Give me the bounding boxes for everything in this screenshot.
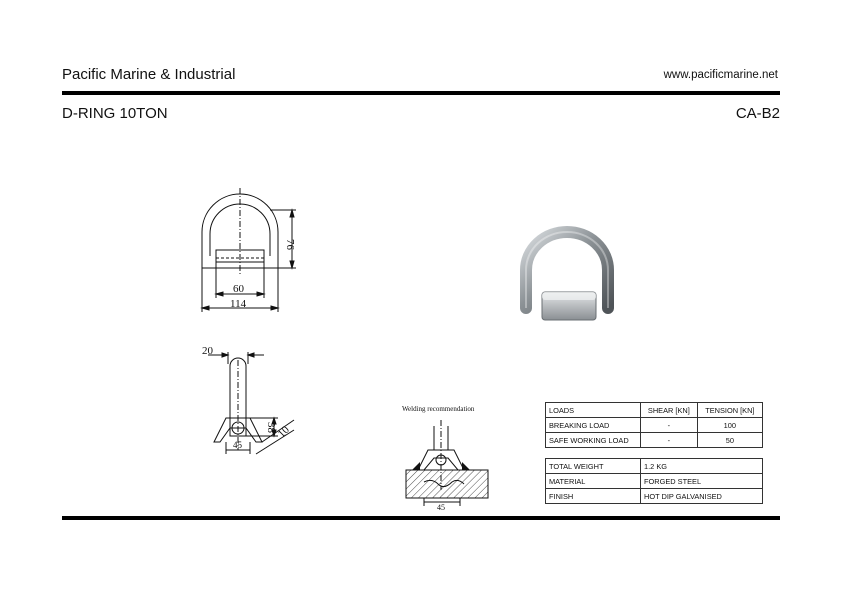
d-ring-product-image	[512, 226, 622, 330]
prop-value: FORGED STEEL	[641, 474, 763, 489]
loads-header-loads: LOADS	[546, 403, 641, 418]
company-name: Pacific Marine & Industrial	[62, 66, 236, 83]
prop-label: FINISH	[546, 489, 641, 504]
front-view-drawing	[190, 186, 300, 314]
dim-thickness-20: 20	[202, 345, 213, 357]
welding-label: Welding recommendation	[402, 405, 475, 413]
dim-chamfer-10: 10	[275, 423, 292, 441]
loads-cell: -	[641, 418, 698, 433]
table-row	[546, 489, 763, 504]
dim-height-38: 38	[265, 422, 277, 433]
bottom-divider	[62, 516, 780, 520]
loads-header-tension: TENSION [KN]	[697, 403, 762, 418]
table-row	[546, 459, 763, 474]
table-row	[546, 433, 763, 448]
dim-outer-width-114: 114	[230, 298, 247, 310]
table-row	[546, 418, 763, 433]
top-divider	[62, 91, 780, 95]
properties-table	[545, 458, 763, 504]
dim-height-76: 76	[284, 239, 296, 250]
loads-cell: 50	[697, 433, 762, 448]
table-row	[546, 403, 763, 418]
welding-dim-45: 45	[437, 503, 445, 512]
loads-header-shear: SHEAR [KN]	[641, 403, 698, 418]
website-url: www.pacificmarine.net	[663, 69, 778, 81]
dim-base-45: 45	[233, 440, 242, 450]
table-row	[546, 474, 763, 489]
prop-value: 1.2 KG	[641, 459, 763, 474]
product-title: D-RING 10TON	[62, 105, 168, 122]
loads-cell: 100	[697, 418, 762, 433]
prop-label: TOTAL WEIGHT	[546, 459, 641, 474]
prop-label: MATERIAL	[546, 474, 641, 489]
product-code: CA-B2	[735, 105, 780, 122]
loads-cell: SAFE WORKING LOAD	[546, 433, 641, 448]
side-view-drawing	[198, 342, 303, 457]
loads-cell: BREAKING LOAD	[546, 418, 641, 433]
loads-cell: -	[641, 433, 698, 448]
prop-value: HOT DIP GALVANISED	[641, 489, 763, 504]
dim-inner-width-60: 60	[233, 283, 244, 295]
welding-drawing	[404, 420, 494, 510]
loads-table	[545, 402, 763, 448]
